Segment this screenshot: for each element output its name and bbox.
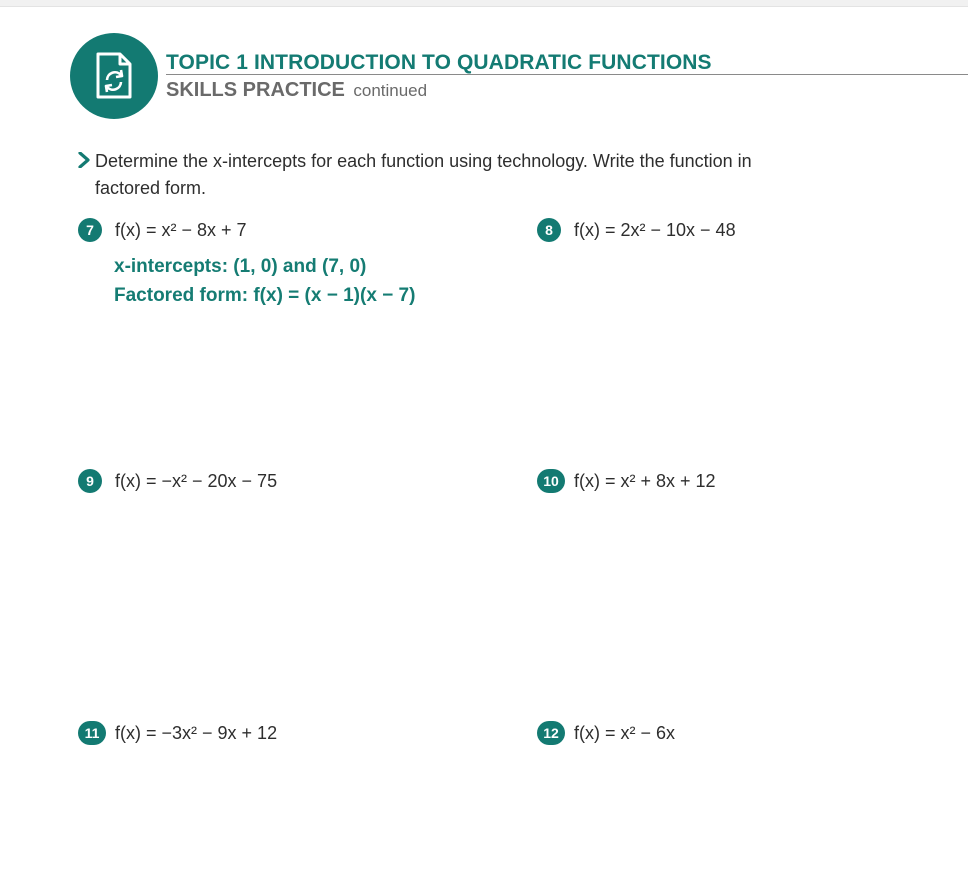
section-subtitle — [166, 79, 427, 102]
topic-title: TOPIC 1 INTRODUCTION TO QUADRATIC FUNCTIONS — [166, 51, 712, 74]
skills-practice-label: SKILLS PRACTICE — [166, 79, 345, 101]
problem-number: 9 — [78, 469, 102, 493]
problem-number: 11 — [78, 721, 106, 745]
problem-function: f(x) = x² + 8x + 12 — [574, 471, 716, 491]
answer-factored-form: Factored form: f(x) = (x − 1)(x − 7) — [114, 285, 416, 306]
problem-number: 8 — [537, 218, 561, 242]
chevron-right-icon — [78, 152, 90, 168]
continued-label: continued — [353, 81, 428, 100]
topic-badge — [70, 33, 158, 119]
instructions-line-2: factored form. — [95, 178, 207, 198]
document-refresh-icon — [70, 33, 158, 119]
header-divider — [166, 74, 968, 75]
problem-function: f(x) = x² − 6x — [574, 723, 676, 743]
problem-function: f(x) = −3x² − 9x + 12 — [115, 723, 278, 743]
problem-number: 7 — [78, 218, 102, 242]
problem-number: 10 — [537, 469, 565, 493]
answer-intercepts: x-intercepts: (1, 0) and (7, 0) — [114, 256, 367, 277]
problem-function: f(x) = −x² − 20x − 75 — [115, 471, 278, 491]
problem-function: f(x) = 2x² − 10x − 48 — [574, 220, 736, 240]
top-bar — [0, 0, 968, 7]
problem-function: f(x) = x² − 8x + 7 — [115, 220, 247, 240]
problem-number: 12 — [537, 721, 565, 745]
instructions-line-1: Determine the x-intercepts for each function using technology. Write the function in — [95, 151, 752, 171]
